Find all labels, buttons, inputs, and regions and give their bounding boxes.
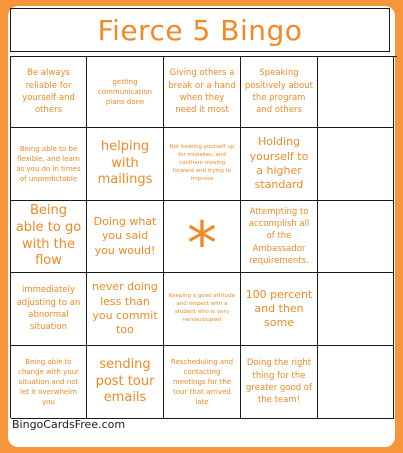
bingo-cell-r1c3[interactable]: Holding yourself to a higher standard (241, 128, 318, 201)
bingo-cell-r3c0[interactable]: immediately adjusting to an abnormal situation (11, 273, 87, 346)
bingo-cell-r4c1[interactable]: sending post tour emails (87, 346, 164, 419)
bingo-cell-r1c2[interactable]: Not beating yourself up for mistakes, and continue moving forward and trying to improve (164, 128, 241, 201)
bingo-cell-r0c2[interactable]: Giving others a break or a hand when they need it most (164, 57, 241, 128)
bingo-cell-r1c4[interactable] (318, 128, 394, 201)
bingo-cell-r4c4[interactable] (318, 346, 394, 419)
bingo-cell-r3c4[interactable] (318, 273, 394, 346)
bingo-cell-r1c0[interactable]: Being able to be flexible, and learn as you do in times of unpredictable (11, 128, 87, 201)
bingo-cell-r2c0[interactable]: Being able to go with the flow (11, 201, 87, 273)
bingo-cell-r4c0[interactable]: Being able to change with your situation and not let it overwhelm you (11, 346, 87, 419)
bingo-cell-r0c4[interactable] (318, 57, 394, 128)
bingo-card (8, 6, 395, 447)
bingo-cell-r2c4[interactable] (318, 201, 394, 273)
bingo-cell-r3c2[interactable]: Keeping a good attitude and respect with a student who is very nervous/upset (164, 273, 241, 346)
bingo-cell-r0c1[interactable]: getting communication plans done (87, 57, 164, 128)
site-credit: BingoCardsFree.com (12, 418, 126, 431)
bingo-cell-r0c3[interactable]: Speaking positively about the program and others (241, 57, 318, 128)
bingo-cell-r2c1[interactable]: Doing what you said you would! (87, 201, 164, 273)
card-title: Fierce 5 Bingo (10, 8, 390, 52)
bingo-grid (10, 56, 397, 418)
bingo-cell-r1c1[interactable]: helping with mailings (87, 128, 164, 201)
bingo-cell-r4c3[interactable]: Doing the right thing for the greater good of the team! (241, 346, 318, 419)
bingo-cell-r3c3[interactable]: 100 percent and then some (241, 273, 318, 346)
bingo-cell-r3c1[interactable]: never doing less than you commit too (87, 273, 164, 346)
free-space-star-icon[interactable]: * (164, 201, 241, 273)
bingo-cell-r0c0[interactable]: Be always reliable for yourself and others (11, 57, 87, 128)
bingo-cell-r4c2[interactable]: Rescheduling and contacting meetings for the tour that arrived late (164, 346, 241, 419)
bingo-cell-r2c3[interactable]: Attempting to accomplish all of the Ambassador requirements. (241, 201, 318, 273)
